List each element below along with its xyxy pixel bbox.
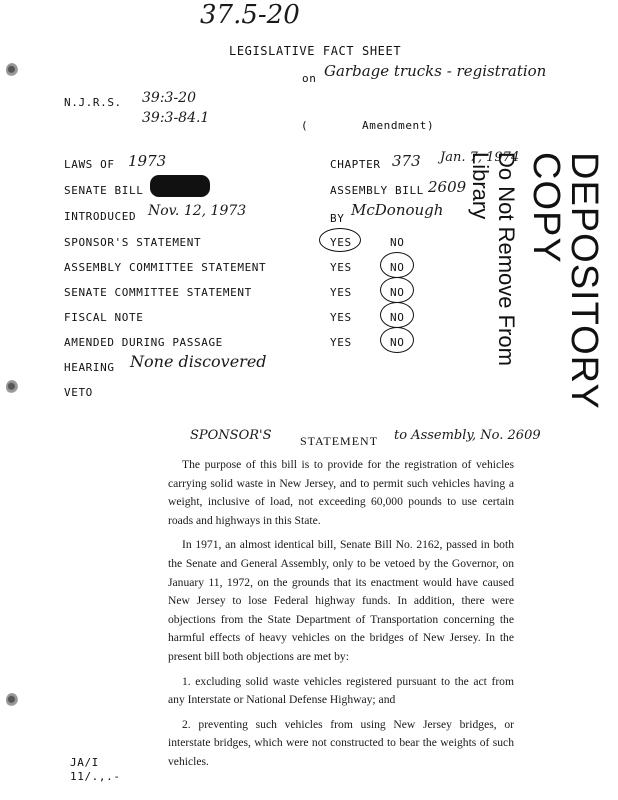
no-circle-mark bbox=[380, 302, 414, 328]
njrs-label: N.J.R.S. bbox=[64, 96, 122, 109]
footer-code: 11/.,.- bbox=[70, 770, 121, 783]
fiscal-note-no: NO bbox=[390, 311, 405, 324]
assembly-bill-value: 2609 bbox=[428, 178, 467, 196]
no-circle-mark bbox=[380, 327, 414, 353]
punch-hole-middle bbox=[6, 380, 18, 394]
senate-bill-label: SENATE BILL bbox=[64, 184, 144, 197]
assembly-committee-no: NO bbox=[390, 261, 405, 274]
subject-handwritten: Garbage trucks - registration bbox=[324, 62, 547, 80]
statement-suffix-handwritten: to Assembly, No. 2609 bbox=[394, 428, 541, 443]
body-paragraph-3: 1. excluding solid waste vehicles registered pursuant to the act from any Interstate or National Defense Highway; and bbox=[168, 674, 514, 707]
stamp-depository-copy: DEPOSITORY COPY bbox=[525, 152, 605, 410]
amended-no: NO bbox=[390, 336, 405, 349]
introduced-label: INTRODUCED bbox=[64, 210, 137, 223]
fiscal-note-yes: YES bbox=[330, 311, 352, 324]
statement-body bbox=[168, 456, 514, 772]
introduced-value: Nov. 12, 1973 bbox=[148, 203, 247, 219]
sponsor-no: NO bbox=[390, 236, 405, 249]
njrs-citation-1: 39:3-20 bbox=[142, 90, 196, 106]
senate-committee-label: SENATE COMMITTEE STATEMENT bbox=[64, 286, 252, 299]
sponsor-yes: YES bbox=[330, 236, 352, 249]
amended-label: AMENDED DURING PASSAGE bbox=[64, 336, 223, 349]
body-paragraph-1: The purpose of this bill is to provide for the registration of vehicles carrying solid waste in New Jersey, and to permit such vehicles having a weight, inclusive of load, not exceeding 60,000 pounds to use certain roads and highways in this State. bbox=[168, 458, 514, 527]
chapter-value: 373 bbox=[392, 152, 421, 170]
redaction-mark bbox=[150, 175, 210, 197]
senate-committee-yes: YES bbox=[330, 286, 352, 299]
sponsor-statement-label: SPONSOR'S STATEMENT bbox=[64, 236, 202, 249]
veto-label: VETO bbox=[64, 386, 93, 399]
by-label: BY bbox=[330, 212, 345, 225]
no-circle-mark bbox=[380, 277, 414, 303]
punch-hole-top bbox=[6, 63, 18, 77]
assembly-committee-yes: YES bbox=[330, 261, 352, 274]
footer-initials: JA/I bbox=[70, 756, 99, 769]
laws-of-label: LAWS OF bbox=[64, 158, 115, 171]
assembly-committee-label: ASSEMBLY COMMITTEE STATEMENT bbox=[64, 261, 267, 274]
no-circle-mark bbox=[380, 252, 414, 278]
statement-title: STATEMENT bbox=[300, 434, 379, 448]
depository-stamp bbox=[467, 152, 603, 409]
amended-yes: YES bbox=[330, 336, 352, 349]
amendment-label: Amendment) bbox=[362, 119, 435, 132]
punch-hole-bottom bbox=[6, 693, 18, 707]
chapter-date: Jan. 7, 1974 bbox=[440, 150, 520, 165]
hearing-label: HEARING bbox=[64, 361, 115, 374]
on-label: on bbox=[302, 72, 317, 85]
chapter-label: CHAPTER bbox=[330, 158, 381, 171]
stamp-do-not-remove: Do Not Remove From Library bbox=[468, 152, 519, 366]
senate-committee-no: NO bbox=[390, 286, 405, 299]
statement-prefix-handwritten: SPONSOR'S bbox=[190, 428, 272, 443]
yes-circle-mark bbox=[319, 228, 361, 252]
fiscal-note-label: FISCAL NOTE bbox=[64, 311, 144, 324]
hearing-value: None discovered bbox=[130, 352, 267, 371]
handwritten-file-number: 37.5-20 bbox=[200, 0, 300, 30]
body-paragraph-4: 2. preventing such vehicles from using New Jersey bridges, or interstate bridges, which were not constructed to bear the weights of such vehicles. bbox=[168, 717, 514, 768]
laws-of-value: 1973 bbox=[128, 152, 167, 170]
body-paragraph-2: In 1971, an almost identical bill, Senate Bill No. 2162, passed in both the Senate and General Assembly, only to be vetoed by the Governor, on January 11, 1972, on the grounds that its enactment would have caused New Jersey to lose Federal highway funds. In addition, there were objections from the State Department of Transportation concerning the harmful effects of heavy vehicles on the bridges of New Jersey. In the present bill both objections are met by: bbox=[168, 538, 514, 663]
by-value: McDonough bbox=[351, 201, 444, 219]
amendment-paren: ( bbox=[301, 119, 309, 132]
page-title: LEGISLATIVE FACT SHEET bbox=[229, 44, 402, 58]
njrs-citation-2: 39:3-84.1 bbox=[142, 110, 210, 126]
assembly-bill-label: ASSEMBLY BILL bbox=[330, 184, 424, 197]
